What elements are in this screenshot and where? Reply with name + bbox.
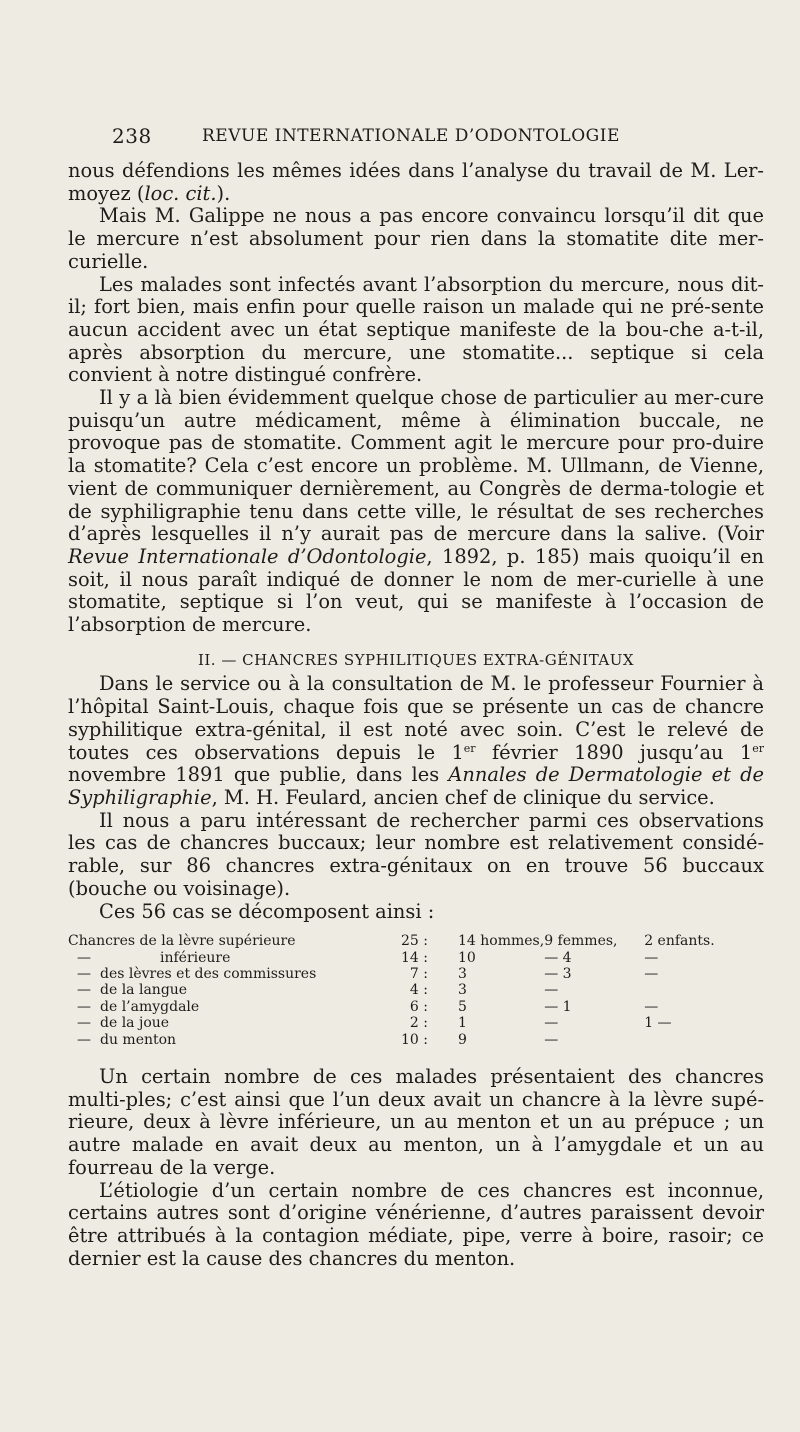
row-lead-dash: — bbox=[77, 949, 91, 966]
paragraph-2: Mais M. Galippe ne nous a pas encore convaincu lorsqu’il dit que le mercure n’est absolument pour rien dans la stomatite dite mer-curielle. bbox=[68, 204, 764, 273]
row-total: 14 : bbox=[401, 949, 428, 966]
table-row bbox=[68, 933, 764, 949]
row-total: 10 : bbox=[401, 1031, 428, 1048]
row-children bbox=[644, 982, 764, 998]
row-site-label: de l’amygdale bbox=[100, 998, 200, 1015]
row-lead-dash: — bbox=[77, 1031, 91, 1048]
running-title: REVUE INTERNATIONALE D’ODONTOLOGIE bbox=[202, 126, 620, 146]
table-row bbox=[68, 1032, 764, 1048]
page-number: 238 bbox=[112, 124, 152, 148]
row-lead-dash: — bbox=[77, 1015, 91, 1032]
row-children: — bbox=[644, 966, 659, 983]
paragraph-8: Un certain nombre de ces malades présentaient des chancres multi-ples; c’est ainsi que l’un deux avait un chancre à la lèvre supé-rieure, deux à lèvre inférieure, un au menton et un au prépuce ; un autre malade en avait deux au menton, un à l’amygdale et un au fourreau de la verge. bbox=[68, 1065, 764, 1179]
row-men: 3 bbox=[458, 966, 467, 983]
row-women: — bbox=[544, 1015, 559, 1032]
row-total: 25 : bbox=[401, 933, 428, 950]
paragraph-7: Ces 56 cas se décomposent ainsi : bbox=[99, 899, 435, 923]
row-children: — bbox=[644, 949, 659, 966]
row-women: — 4 bbox=[544, 949, 572, 966]
row-children: — bbox=[644, 998, 659, 1015]
chancre-table bbox=[68, 933, 764, 1048]
paragraph-4: Il y a là bien évidemment quelque chose de particulier au mer-cure puisqu’un autre médicament, même à élimination buccale, ne provoque pas de stomatite. Comment agit le mercure pour pro-duire la stomatite? Cela c’est encore un problème. M. Ullmann, de Vienne, vient de communiquer dernièrement, au Congrès de derma-tologie et de syphiligraphie tenu dans cette ville, le résultat de ses recherches d’après lesquelles il n’y aurait pas de mercure dans la salive. (Voir Revue Internationale d’Odontologie, 1892, p. 185) mais quoiqu’il en soit, il nous paraît indiqué de donner le nom de mer-curielle à une stomatite, septique si l’on veut, qui se manifeste à l’occasion de l’absorption de mercure. bbox=[68, 386, 764, 637]
row-lead-dash: — bbox=[77, 982, 91, 999]
row-total: 7 : bbox=[409, 966, 428, 983]
table-row bbox=[68, 999, 764, 1015]
paragraph-3: Les malades sont infectés avant l’absorption du mercure, nous dit-il; fort bien, mais enfin pour quelle raison un malade qui ne pré-sente aucun accident avec un état septique manifeste de la bou-che a-t-il, après absorption du mercure, une stomatite... septique si cela convient à notre distingué confrère. bbox=[68, 272, 764, 387]
table-row bbox=[68, 1015, 764, 1031]
paragraph-9: L’étiologie d’un certain nombre de ces chancres est inconnue, certains autres sont d’origine vénérienne, d’autres paraissent devoir être attribués à la contagion médiate, pipe, verre à boire, rasoir; ce dernier est la cause des chancres du menton. bbox=[68, 1178, 764, 1270]
chancre-table-body bbox=[68, 933, 764, 1048]
row-women: — bbox=[544, 982, 559, 999]
row-men: 3 bbox=[458, 982, 467, 999]
paragraph-5: Dans le service ou à la consultation de M. le professeur Fournier à l’hôpital Saint-Louis, chaque fois que se présente un cas de chancre syphilitique extra-génital, il est noté avec soin. C’est le relevé de toutes ces observations depuis le 1er février 1890 jusqu’au 1er novembre 1891 que publie, dans les Annales de Dermatologie et de Syphiligraphie, M. H. Feulard, ancien chef de clinique du service. bbox=[68, 672, 765, 809]
row-children bbox=[644, 1032, 764, 1048]
row-women: — bbox=[544, 1031, 559, 1048]
row-site-label: de la langue bbox=[100, 982, 188, 999]
row-lead-dash: — bbox=[77, 998, 91, 1015]
row-children: 1 — bbox=[644, 1015, 672, 1032]
row-site-label: Chancres de la lèvre supérieure bbox=[68, 933, 296, 950]
table-row bbox=[68, 966, 764, 982]
row-men: 10 bbox=[458, 949, 476, 966]
row-men: 5 bbox=[458, 998, 467, 1015]
row-women: 9 femmes, bbox=[544, 933, 618, 950]
paragraph-6: Il nous a paru intéressant de rechercher parmi ces observations les cas de chancres buccaux; leur nombre est relativement considé-rable, sur 86 chancres extra-génitaux on en trouve 56 buccaux (bouche ou voisinage). bbox=[68, 808, 764, 900]
row-lead-dash: — bbox=[77, 966, 91, 983]
body-text bbox=[68, 160, 764, 1270]
row-site-label: inférieure bbox=[160, 949, 231, 966]
row-children: 2 enfants. bbox=[644, 933, 715, 950]
table-row bbox=[68, 950, 764, 966]
row-men: 1 bbox=[458, 1015, 467, 1032]
row-women: — 1 bbox=[544, 998, 572, 1015]
table-row bbox=[68, 982, 764, 998]
row-site-label: de la joue bbox=[100, 1015, 170, 1032]
row-total: 2 : bbox=[409, 1015, 428, 1032]
row-total: 4 : bbox=[409, 982, 428, 999]
row-site-label: des lèvres et des commissures bbox=[100, 966, 317, 983]
row-total: 6 : bbox=[409, 998, 428, 1015]
section-heading: II. — CHANCRES SYPHILITIQUES EXTRA-GÉNITAUX bbox=[197, 650, 635, 669]
row-men: 9 bbox=[458, 1031, 467, 1048]
paragraph-1: nous défendions les mêmes idées dans l’analyse du travail de M. Ler-moyez (loc. cit.). bbox=[68, 159, 764, 205]
row-men: 14 hommes, bbox=[458, 933, 545, 950]
row-women: — 3 bbox=[544, 966, 572, 983]
row-site-label: du menton bbox=[100, 1031, 177, 1048]
